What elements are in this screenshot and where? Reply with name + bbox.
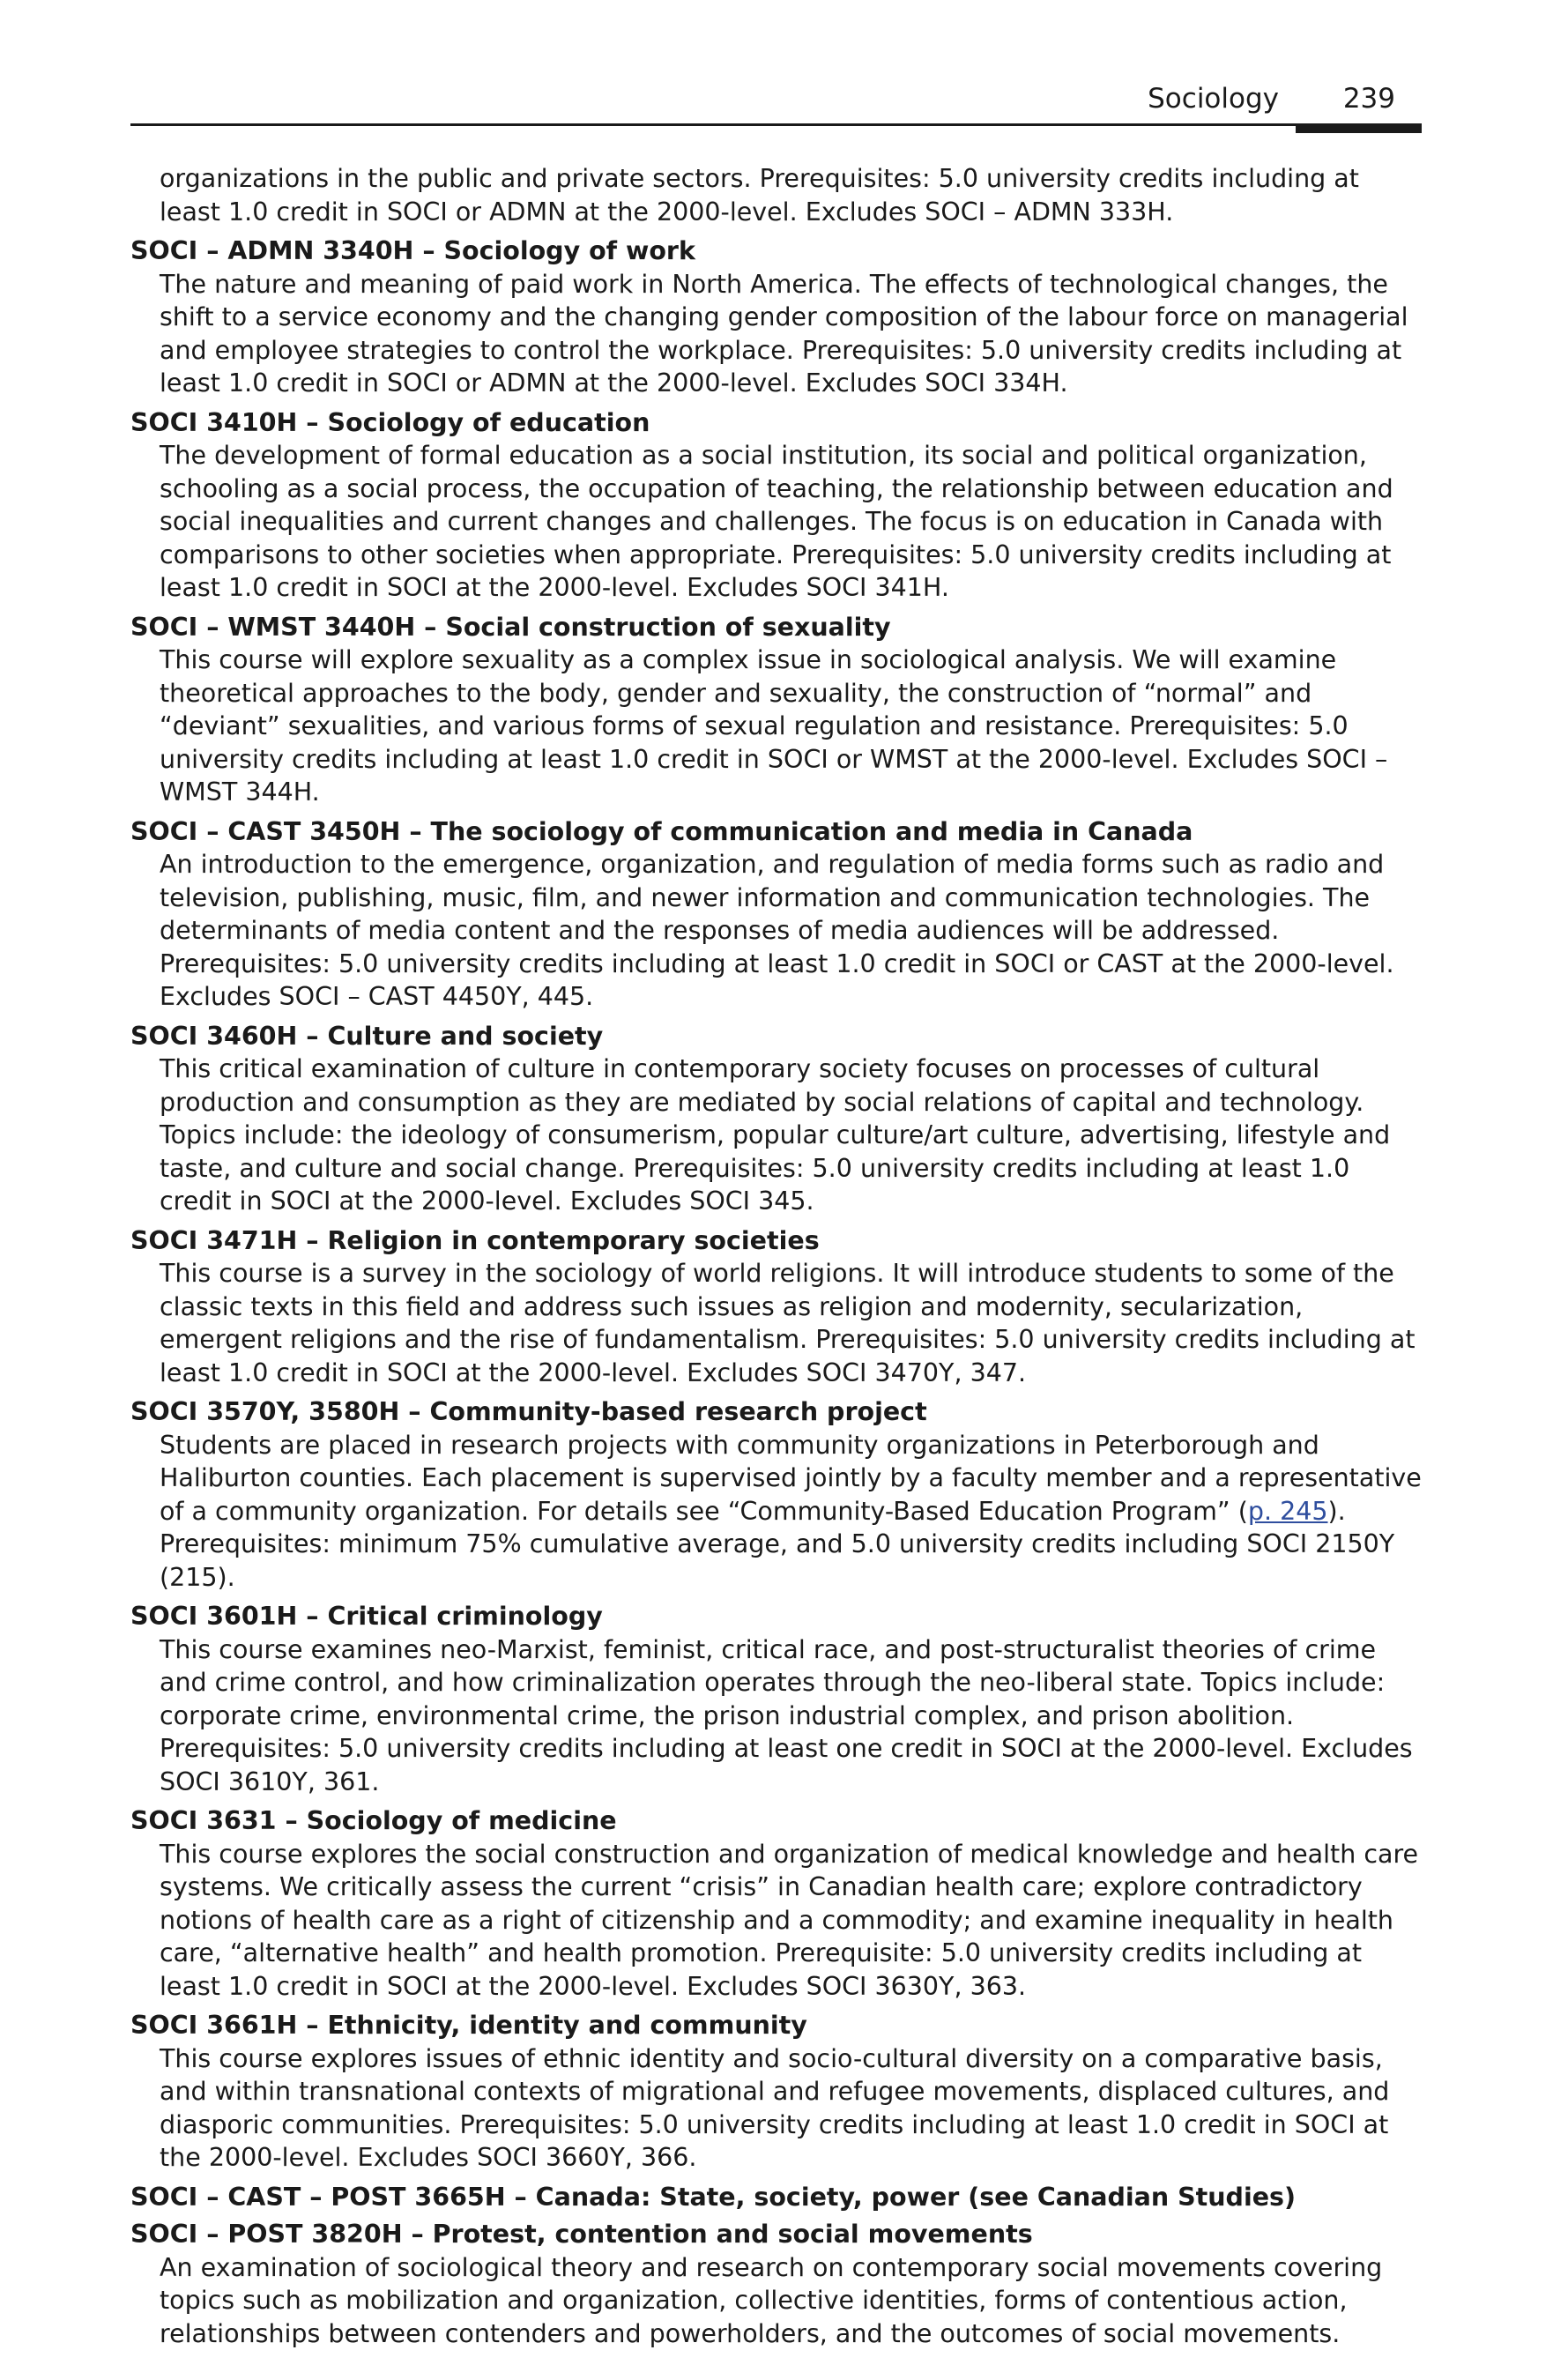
section-title: Sociology [1148,83,1279,115]
course-entry [130,2218,1426,2350]
course-description: This critical examination of culture in contemporary society focuses on processes of cultural production and consumption as they are mediated by social relations of capital and technology. Topics include: the ideology of consumerism, popular culture/art culture, advertising, lifestyle and taste, and culture and social change. Prerequisites: 5.0 university credits including at least 1.0 credit in SOCI at the 2000-level. Excludes SOCI 345. [160,1054,1391,1216]
course-description: This course will explore sexuality as a complex issue in sociological analysis. We will examine theoretical approaches to the body, gender and sexuality, the construction of “normal” and “deviant” sexualities, and various forms of sexual regulation and resistance. Prerequisites: 5.0 university credits including at least 1.0 credit in SOCI or WMST at the 2000-level. Excludes SOCI – WMST 344H. [160,645,1388,807]
course-title: SOCI 3661H – Ethnicity, identity and community [130,2011,807,2040]
running-header [130,78,1422,126]
course-title: SOCI 3570Y, 3580H – Community-based research project [130,1397,927,1426]
page-number: 239 [1342,83,1395,115]
course-title: SOCI – CAST 3450H – The sociology of communication and media in Canada [130,816,1193,846]
course-description [160,1429,1423,1595]
course-title: SOCI 3601H – Critical criminology [130,1602,603,1631]
course-description: The nature and meaning of paid work in North America. The effects of technological changes, the shift to a service economy and the changing gender composition of the labour force on managerial and employee strategies to control the workplace. Prerequisites: 5.0 university credits including at least 1.0 credit in SOCI or ADMN at the 2000-level. Excludes SOCI 334H. [160,269,1408,398]
page-reference-link[interactable]: p. 245 [1247,1496,1328,1526]
course-entry [130,2181,1426,2214]
course-entry [130,2009,1426,2175]
continued-description: organizations in the public and private sectors. Prerequisites: 5.0 university credits including at least 1.0 credit in SOCI or ADMN at the 2000-level. Excludes SOCI – ADMN 333H. [160,164,1359,227]
course-title: SOCI 3460H – Culture and society [130,1021,604,1051]
course-title: SOCI 3471H – Religion in contemporary societies [130,1225,820,1255]
course-description: An introduction to the emergence, organization, and regulation of media forms such as radio and television, publishing, music, film, and newer information and communication technologies. The determinants of media content and the responses of media audiences will be addressed. Prerequisites: 5.0 university credits including at least 1.0 credit in SOCI or CAST at the 2000-level. Excludes SOCI – CAST 4450Y, 445. [160,850,1394,1011]
course-description: The development of formal education as a social institution, its social and political organization, schooling as a social process, the occupation of teaching, the relationship between education and social inequalities and current changes and challenges. The focus is on education in Canada with comparisons to other societies when appropriate. Prerequisites: 5.0 university credits including at least 1.0 credit in SOCI at the 2000-level. Excludes SOCI 341H. [160,441,1393,602]
course-entry [130,1020,1426,1218]
course-entry [130,406,1426,605]
course-title: SOCI – POST 3820H – Protest, contention and social movements [130,2220,1033,2249]
description-text: Students are placed in research projects with community organizations in Peterborough and Haliburton counties. Each placement is supervised jointly by a faculty member and a representative of a community organization. For details see “Community-Based Education Program” ( [160,1430,1422,1526]
course-entry [130,815,1426,1014]
course-description: This course explores the social construction and organization of medical knowledge and health care systems. We critically assess the current “crisis” in Canadian health care; explore contradictory notions of health care as a right of citizenship and a commodity; and examine inequality in health care, “alternative health” and health promotion. Prerequisite: 5.0 university credits including at least 1.0 credit in SOCI at the 2000-level. Excludes SOCI 3630Y, 363. [160,1839,1419,2001]
course-description: This course is a survey in the sociology of world religions. It will introduce students to some of the classic texts in this field and address such issues as religion and modernity, secularization, emergent religions and the rise of fundamentalism. Prerequisites: 5.0 university credits including at least 1.0 credit in SOCI at the 2000-level. Excludes SOCI 3470Y, 347. [160,1259,1416,1387]
course-entry [130,1395,1426,1594]
course-listing [130,162,1426,2356]
thumb-tab-marker [1296,124,1422,133]
course-entry [130,1224,1426,1390]
course-entry [130,234,1426,400]
course-description: An examination of sociological theory and research on contemporary social movements covering topics such as mobilization and organization, collective identities, forms of contentious action, relationships between contenders and powerholders, and the outcomes of social movements. [160,2252,1383,2348]
course-description: This course explores issues of ethnic identity and socio-cultural diversity on a comparative basis, and within transnational contexts of migrational and refugee movements, displaced cultures, and diasporic communities. Prerequisites: 5.0 university credits including at least 1.0 credit in SOCI at the 2000-level. Excludes SOCI 3660Y, 366. [160,2043,1390,2172]
course-entry [130,1600,1426,1798]
course-title: SOCI 3410H – Sociology of education [130,407,650,437]
course-title: SOCI 3631 – Sociology of medicine [130,1806,617,1835]
course-title: SOCI – WMST 3440H – Social construction of sexuality [130,612,891,642]
course-title: SOCI – CAST – POST 3665H – Canada: State, society, power (see Canadian Studies) [130,2182,1297,2212]
description-text: ). Prerequisites: minimum 75% cumulative average, and 5.0 university credits including SOCI 2150Y (215). [160,1496,1395,1592]
course-description: This course examines neo-Marxist, feminist, critical race, and post-structuralist theories of crime and crime control, and how criminalization operates through the neo-liberal state. Topics include: corporate crime, environmental crime, the prison industrial complex, and prison abolition. Prerequisites: 5.0 university credits including at least one credit in SOCI at the 2000-level. Excludes SOCI 3610Y, 361. [160,1634,1413,1796]
course-entry [130,611,1426,809]
course-entry [130,1804,1426,2003]
course-title: SOCI – ADMN 3340H – Sociology of work [130,236,695,265]
